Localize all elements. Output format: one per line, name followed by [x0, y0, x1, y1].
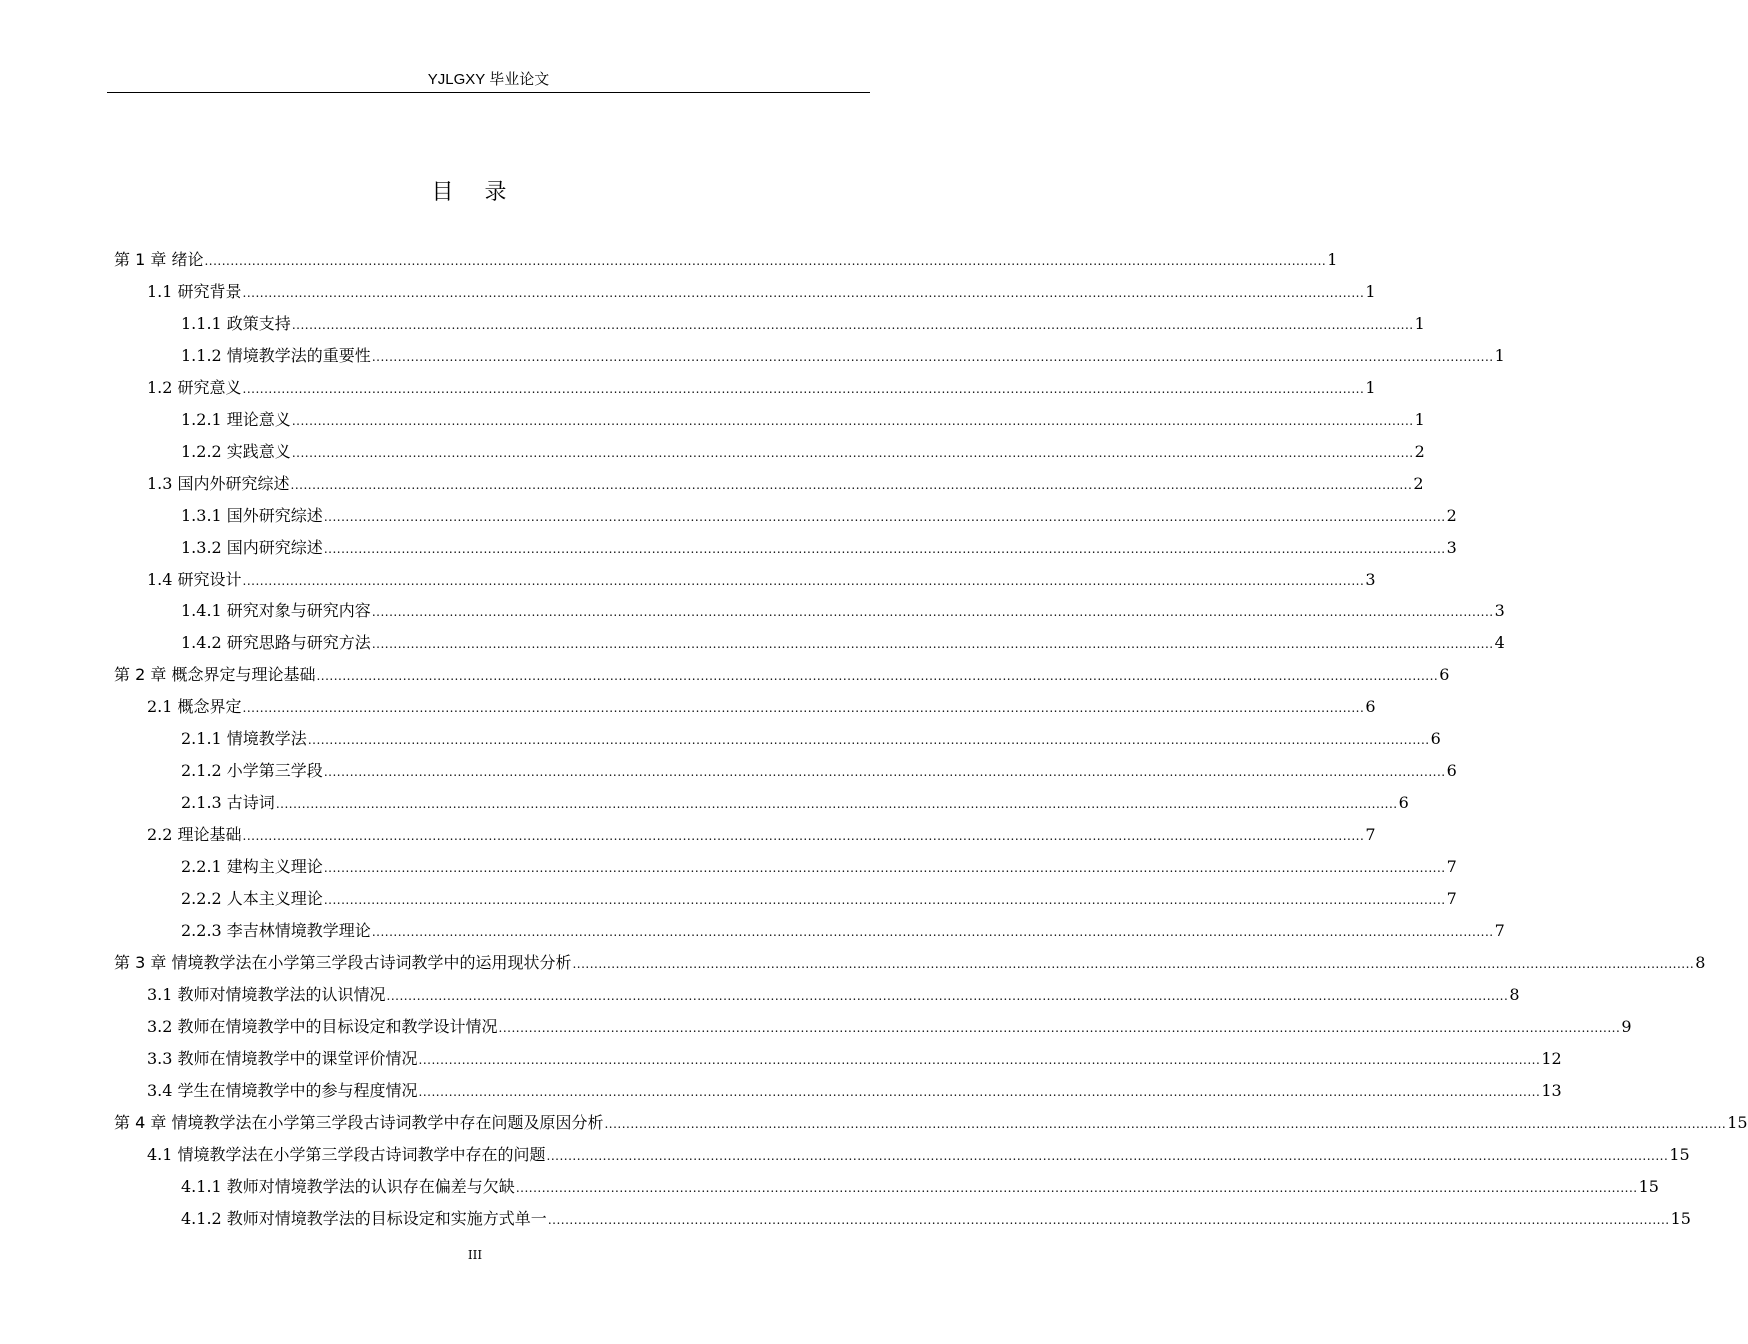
- toc-entry-page: 15: [1669, 1144, 1690, 1164]
- toc-entry-title: 1.2.1 理论意义: [181, 409, 291, 429]
- toc-entry-page: 6: [1365, 697, 1376, 717]
- toc-entry[interactable]: [147, 564, 1376, 596]
- toc-entry-page: 7: [1365, 825, 1376, 845]
- toc-entry[interactable]: [114, 244, 1338, 276]
- toc-entry-page: 7: [1446, 857, 1457, 877]
- toc-leader-dots: ....................................................................................................................................................................................................................................................................: [323, 893, 1446, 907]
- toc-entry-title: 3.1 教师对情境教学法的认识情况: [147, 984, 386, 1004]
- toc-entry[interactable]: [181, 723, 1441, 755]
- toc-entry-page: 6: [1430, 729, 1441, 749]
- toc-entry-page: 8: [1509, 984, 1520, 1004]
- toc-leader-dots: ....................................................................................................................................................................................................................................................................: [371, 637, 1494, 652]
- toc-entry[interactable]: [114, 947, 1706, 979]
- toc-entry-title: 1.1.2 情境教学法的重要性: [181, 345, 371, 365]
- toc-entry[interactable]: [147, 1011, 1632, 1043]
- toc-leader-dots: ....................................................................................................................................................................................................................................................................: [371, 605, 1494, 620]
- toc-entry[interactable]: [181, 915, 1505, 947]
- toc-leader-dots: ....................................................................................................................................................................................................................................................................: [386, 988, 1509, 1003]
- toc-leader-dots: ....................................................................................................................................................................................................................................................................: [290, 477, 1413, 492]
- toc-leader-dots: ....................................................................................................................................................................................................................................................................: [371, 349, 1494, 364]
- toc-entry-title: 4.1.1 教师对情境教学法的认识存在偏差与欠缺: [181, 1176, 515, 1196]
- toc-entry[interactable]: [147, 819, 1376, 851]
- toc-leader-dots: ....................................................................................................................................................................................................................................................................: [242, 381, 1365, 396]
- toc-entry-title: 1.3.2 国内研究综述: [181, 537, 323, 557]
- toc-leader-dots: ....................................................................................................................................................................................................................................................................: [275, 797, 1398, 812]
- toc-entry-title: 2.1.2 小学第三学段: [181, 761, 323, 781]
- toc-entry-page: 12: [1541, 1048, 1562, 1068]
- toc-entry-title: 1.1 研究背景: [147, 281, 242, 301]
- toc-entry-title: 2.2.3 李吉林情境教学理论: [181, 920, 371, 940]
- toc-entry-page: 1: [1414, 313, 1425, 333]
- toc-leader-dots: ....................................................................................................................................................................................................................................................................: [316, 669, 1439, 684]
- toc-entry-title: 第 2 章 概念界定与理论基础: [114, 665, 316, 685]
- page-number: III: [467, 1248, 483, 1262]
- toc-entry[interactable]: [147, 1075, 1562, 1107]
- toc-leader-dots: ....................................................................................................................................................................................................................................................................: [291, 413, 1414, 428]
- toc-entry[interactable]: [181, 851, 1457, 883]
- toc-leader-dots: ....................................................................................................................................................................................................................................................................: [515, 1180, 1638, 1195]
- toc-entry-page: 2: [1413, 473, 1424, 493]
- toc-entry-title: 1.3 国内外研究综述: [147, 473, 290, 493]
- toc-entry-title: 3.4 学生在情境教学中的参与程度情况: [147, 1080, 418, 1100]
- toc-entry[interactable]: [114, 659, 1450, 691]
- toc-entry[interactable]: [181, 787, 1409, 819]
- toc-entry[interactable]: [147, 1043, 1562, 1075]
- toc-entry[interactable]: [181, 308, 1425, 340]
- toc-leader-dots: ....................................................................................................................................................................................................................................................................: [498, 1020, 1621, 1035]
- toc-entry[interactable]: [181, 595, 1505, 627]
- toc-entry-page: 1: [1365, 377, 1376, 397]
- toc-entry-title: 1.4 研究设计: [147, 569, 242, 589]
- toc-entry-page: 3: [1365, 569, 1376, 589]
- toc-entry-page: 3: [1446, 537, 1457, 557]
- toc-entry[interactable]: [181, 532, 1457, 564]
- toc-entry-page: 6: [1439, 665, 1450, 685]
- toc-entry-title: 1.3.1 国外研究综述: [181, 505, 323, 525]
- toc-leader-dots: ....................................................................................................................................................................................................................................................................: [546, 1148, 1669, 1163]
- page-title: 目 录: [431, 180, 519, 205]
- toc-entry[interactable]: [181, 340, 1505, 372]
- toc-entry[interactable]: [181, 404, 1425, 436]
- toc-leader-dots: ....................................................................................................................................................................................................................................................................: [323, 861, 1446, 876]
- toc-entry-title: 1.2 研究意义: [147, 377, 242, 397]
- toc-entry-page: 6: [1398, 793, 1409, 813]
- toc-leader-dots: ....................................................................................................................................................................................................................................................................: [242, 573, 1365, 588]
- toc-leader-dots: ....................................................................................................................................................................................................................................................................: [371, 924, 1494, 939]
- toc-entry-page: 2: [1414, 441, 1425, 461]
- toc-leader-dots: ....................................................................................................................................................................................................................................................................: [242, 829, 1365, 844]
- toc-entry[interactable]: [181, 1171, 1659, 1203]
- toc-leader-dots: ....................................................................................................................................................................................................................................................................: [323, 541, 1446, 556]
- toc-entry[interactable]: [181, 755, 1457, 787]
- toc-entry[interactable]: [181, 436, 1425, 468]
- toc-entry-page: 15: [1638, 1176, 1659, 1196]
- toc-entry-title: 2.1.1 情境教学法: [181, 729, 307, 749]
- toc-entry-title: 第 4 章 情境教学法在小学第三学段古诗词教学中存在问题及原因分析: [114, 1112, 604, 1132]
- toc-leader-dots: ....................................................................................................................................................................................................................................................................: [307, 733, 1430, 748]
- toc-entry[interactable]: [114, 1107, 1748, 1139]
- toc-entry-title: 1.1.1 政策支持: [181, 313, 291, 333]
- toc-entry-title: 2.2.1 建构主义理论: [181, 857, 323, 877]
- toc-entry-page: 6: [1446, 761, 1457, 781]
- toc-entry-page: 7: [1494, 920, 1505, 940]
- toc-leader-dots: ....................................................................................................................................................................................................................................................................: [604, 1116, 1727, 1131]
- toc-entry[interactable]: [147, 372, 1376, 404]
- toc-entry-title: 第 1 章 绪论: [114, 250, 204, 269]
- toc-leader-dots: ....................................................................................................................................................................................................................................................................: [572, 956, 1695, 971]
- toc-entry-page: 4: [1494, 633, 1505, 653]
- toc-entry[interactable]: [147, 1139, 1690, 1171]
- toc-leader-dots: ....................................................................................................................................................................................................................................................................: [547, 1212, 1670, 1227]
- toc-entry-page: 15: [1670, 1208, 1691, 1228]
- toc-entry-title: 3.3 教师在情境教学中的课堂评价情况: [147, 1048, 418, 1068]
- toc-leader-dots: ....................................................................................................................................................................................................................................................................: [291, 317, 1414, 332]
- toc-entry-title: 1.4.2 研究思路与研究方法: [181, 633, 371, 653]
- toc-entry-page: 9: [1621, 1016, 1632, 1036]
- toc-entry-page: 1: [1365, 281, 1376, 301]
- toc-entry-title: 第 3 章 情境教学法在小学第三学段古诗词教学中的运用现状分析: [114, 952, 572, 972]
- toc-entry-page: 1: [1494, 345, 1505, 365]
- toc-leader-dots: ....................................................................................................................................................................................................................................................................: [242, 701, 1365, 716]
- toc-entry[interactable]: [181, 627, 1505, 659]
- toc-leader-dots: ....................................................................................................................................................................................................................................................................: [323, 765, 1446, 780]
- toc-leader-dots: ....................................................................................................................................................................................................................................................................: [418, 1052, 1541, 1067]
- toc-entry[interactable]: [147, 468, 1424, 500]
- toc-entry-page: 2: [1446, 505, 1457, 525]
- toc-entry-title: 2.1 概念界定: [147, 697, 242, 717]
- toc-entry-page: 8: [1695, 952, 1706, 972]
- toc-entry-title: 4.1.2 教师对情境教学法的目标设定和实施方式单一: [181, 1208, 547, 1228]
- toc-leader-dots: ....................................................................................................................................................................................................................................................................: [323, 509, 1446, 524]
- toc-entry-page: 7: [1446, 889, 1457, 908]
- toc-entry[interactable]: [181, 1203, 1691, 1235]
- toc-entry-title: 4.1 情境教学法在小学第三学段古诗词教学中存在的问题: [147, 1144, 546, 1164]
- toc-entry-page: 1: [1327, 250, 1338, 269]
- toc-leader-dots: ....................................................................................................................................................................................................................................................................: [242, 285, 1365, 300]
- toc-entry-title: 2.1.3 古诗词: [181, 793, 275, 813]
- toc-entry-title: 1.2.2 实践意义: [181, 441, 291, 461]
- toc-entry-page: 15: [1727, 1112, 1748, 1132]
- toc-leader-dots: ....................................................................................................................................................................................................................................................................: [418, 1084, 1541, 1099]
- toc-entry-title: 1.4.1 研究对象与研究内容: [181, 601, 371, 621]
- toc-entry[interactable]: [181, 883, 1457, 915]
- toc-entry-title: 3.2 教师在情境教学中的目标设定和教学设计情况: [147, 1016, 498, 1036]
- toc-entry[interactable]: [147, 691, 1376, 723]
- toc-entry[interactable]: [147, 979, 1520, 1011]
- toc-leader-dots: ....................................................................................................................................................................................................................................................................: [204, 254, 1327, 268]
- page-header: YJLGXY 毕业论文: [107, 70, 870, 93]
- toc-entry-title: 2.2.2 人本主义理论: [181, 889, 323, 908]
- toc-leader-dots: ....................................................................................................................................................................................................................................................................: [291, 445, 1414, 460]
- toc-entry-page: 3: [1494, 601, 1505, 621]
- toc-entry-page: 13: [1541, 1080, 1562, 1100]
- toc-entry[interactable]: [147, 276, 1376, 308]
- toc-entry-title: 2.2 理论基础: [147, 825, 242, 845]
- toc-entry[interactable]: [181, 500, 1457, 532]
- toc-entry-page: 1: [1414, 409, 1425, 429]
